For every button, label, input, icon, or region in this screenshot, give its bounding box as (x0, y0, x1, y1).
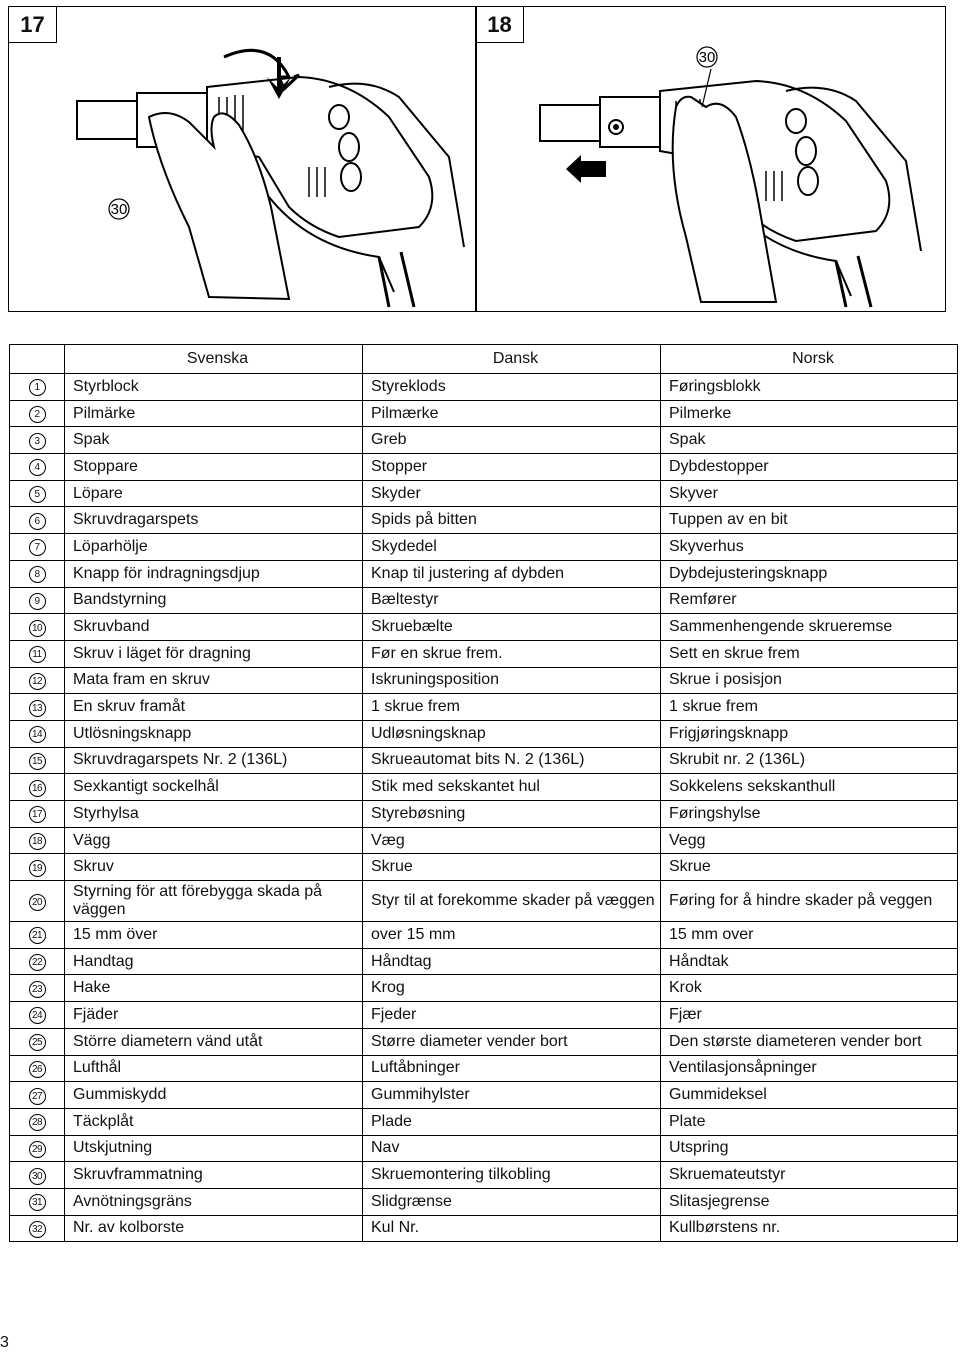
table-row (10, 1188, 958, 1215)
header-norsk: Norsk (661, 345, 958, 374)
item-number (10, 881, 65, 922)
table-row (10, 1082, 958, 1109)
cell-sv: Styrning för att förebygga skada på väggen (65, 881, 363, 922)
cell-sv: Utlösningsknapp (65, 720, 363, 747)
cell-no: Spak (661, 427, 958, 454)
item-number (10, 480, 65, 507)
item-number (10, 948, 65, 975)
cell-no: 1 skrue frem (661, 694, 958, 721)
circled-number: 19 (29, 860, 46, 877)
cell-sv: Skruv (65, 854, 363, 881)
item-number (10, 827, 65, 854)
table-row (10, 480, 958, 507)
cell-da: Større diameter vender bort (363, 1028, 661, 1055)
cell-sv: Avnötningsgräns (65, 1188, 363, 1215)
cell-da: Skruebælte (363, 614, 661, 641)
cell-sv: Skruv i läget för dragning (65, 640, 363, 667)
cell-da: Skruemontering tilkobling (363, 1162, 661, 1189)
cell-no: Remfører (661, 587, 958, 614)
cell-sv: Nr. av kolborste (65, 1215, 363, 1242)
circled-number: 22 (29, 954, 46, 971)
cell-da: Udløsningsknap (363, 720, 661, 747)
item-number (10, 1002, 65, 1029)
table-row (10, 801, 958, 828)
cell-da: Pilmærke (363, 400, 661, 427)
cell-da: over 15 mm (363, 922, 661, 949)
cell-sv: Knapp för indragningsdjup (65, 560, 363, 587)
cell-sv: Större diametern vänd utåt (65, 1028, 363, 1055)
circled-number: 17 (29, 806, 46, 823)
table-row (10, 454, 958, 481)
item-number (10, 1082, 65, 1109)
circled-number: 15 (29, 753, 46, 770)
cell-da: Gummihylster (363, 1082, 661, 1109)
circled-number: 21 (29, 927, 46, 944)
cell-da: Slidgrænse (363, 1188, 661, 1215)
table-row (10, 1215, 958, 1242)
cell-no: Fjær (661, 1002, 958, 1029)
cell-sv: Styrhylsa (65, 801, 363, 828)
figure-number: 18 (476, 7, 524, 43)
cell-no: Vegg (661, 827, 958, 854)
cell-no: Sammenhengende skrueremse (661, 614, 958, 641)
circled-number: 16 (29, 780, 46, 797)
item-number (10, 1162, 65, 1189)
header-blank (10, 345, 65, 374)
callout-30: 30 (698, 49, 716, 66)
item-number (10, 1028, 65, 1055)
cell-da: Nav (363, 1135, 661, 1162)
circled-number: 30 (29, 1168, 46, 1185)
table-row (10, 694, 958, 721)
item-number (10, 454, 65, 481)
cell-no: Skrubit nr. 2 (136L) (661, 747, 958, 774)
cell-sv: En skruv framåt (65, 694, 363, 721)
cell-sv: Lufthål (65, 1055, 363, 1082)
circled-number: 27 (29, 1088, 46, 1105)
table-row (10, 1055, 958, 1082)
cell-sv: Löparhölje (65, 534, 363, 561)
cell-no: Skyver (661, 480, 958, 507)
cell-no: Føring for å hindre skader på veggen (661, 881, 958, 922)
cell-sv: Mata fram en skruv (65, 667, 363, 694)
circled-number: 25 (29, 1034, 46, 1051)
table-row (10, 922, 958, 949)
cell-sv: Pilmärke (65, 400, 363, 427)
cell-sv: Skruvdragarspets (65, 507, 363, 534)
cell-no: Den største diameteren vender bort (661, 1028, 958, 1055)
cell-sv: Sexkantigt sockelhål (65, 774, 363, 801)
item-number (10, 1055, 65, 1082)
circled-number: 12 (29, 673, 46, 690)
cell-no: Føringsblokk (661, 374, 958, 401)
table-row (10, 975, 958, 1002)
circled-number: 20 (29, 894, 46, 911)
cell-sv: Handtag (65, 948, 363, 975)
circled-number: 26 (29, 1061, 46, 1078)
table-row (10, 747, 958, 774)
cell-no: Skruemateutstyr (661, 1162, 958, 1189)
cell-sv: 15 mm över (65, 922, 363, 949)
cell-da: Stik med sekskantet hul (363, 774, 661, 801)
cell-sv: Skruvdragarspets Nr. 2 (136L) (65, 747, 363, 774)
cell-da: 1 skrue frem (363, 694, 661, 721)
page-number: 3 (0, 1334, 9, 1351)
parts-table-body (10, 374, 958, 1242)
item-number (10, 560, 65, 587)
cell-no: Kullbørstens nr. (661, 1215, 958, 1242)
item-number (10, 694, 65, 721)
cell-no: Sett en skrue frem (661, 640, 958, 667)
table-row (10, 560, 958, 587)
table-row (10, 1162, 958, 1189)
cell-no: Krok (661, 975, 958, 1002)
table-header-row (10, 345, 958, 374)
table-row (10, 374, 958, 401)
item-number (10, 1135, 65, 1162)
table-row (10, 400, 958, 427)
item-number (10, 507, 65, 534)
figure-number: 17 (9, 7, 57, 43)
item-number (10, 922, 65, 949)
item-number (10, 801, 65, 828)
item-number (10, 720, 65, 747)
item-number (10, 1108, 65, 1135)
cell-da: Plade (363, 1108, 661, 1135)
cell-no: Håndtak (661, 948, 958, 975)
cell-no: Frigjøringsknapp (661, 720, 958, 747)
circled-number: 29 (29, 1141, 46, 1158)
cell-no: Ventilasjonsåpninger (661, 1055, 958, 1082)
table-row (10, 587, 958, 614)
cell-no: Skrue i posisjon (661, 667, 958, 694)
cell-no: Skrue (661, 854, 958, 881)
table-row (10, 427, 958, 454)
table-row (10, 827, 958, 854)
cell-no: Slitasjegrense (661, 1188, 958, 1215)
cell-da: Håndtag (363, 948, 661, 975)
cell-sv: Stoppare (65, 454, 363, 481)
cell-no: Sokkelens sekskanthull (661, 774, 958, 801)
circled-number: 6 (29, 513, 46, 530)
cell-sv: Spak (65, 427, 363, 454)
cell-sv: Bandstyrning (65, 587, 363, 614)
circled-number: 23 (29, 981, 46, 998)
cell-no: Dybdejusteringsknapp (661, 560, 958, 587)
item-number (10, 1215, 65, 1242)
circled-number: 28 (29, 1114, 46, 1131)
cell-da: Fjeder (363, 1002, 661, 1029)
circled-number: 31 (29, 1194, 46, 1211)
screwdriver-illustration (476, 7, 947, 313)
table-row (10, 774, 958, 801)
item-number (10, 400, 65, 427)
table-row (10, 534, 958, 561)
cell-no: Dybdestopper (661, 454, 958, 481)
item-number (10, 667, 65, 694)
header-dansk: Dansk (363, 345, 661, 374)
cell-da: Skrue (363, 854, 661, 881)
circled-number: 9 (29, 593, 46, 610)
cell-da: Kul Nr. (363, 1215, 661, 1242)
cell-da: Styreklods (363, 374, 661, 401)
circled-number: 10 (29, 620, 46, 637)
cell-no: 15 mm over (661, 922, 958, 949)
cell-sv: Vägg (65, 827, 363, 854)
cell-sv: Hake (65, 975, 363, 1002)
cell-da: Greb (363, 427, 661, 454)
cell-sv: Styrblock (65, 374, 363, 401)
circled-number: 24 (29, 1007, 46, 1024)
figure-18 (475, 6, 946, 312)
circled-number: 32 (29, 1221, 46, 1238)
circled-number: 11 (29, 646, 46, 663)
table-row (10, 640, 958, 667)
circled-number: 8 (29, 566, 46, 583)
table-row (10, 614, 958, 641)
cell-da: Skydedel (363, 534, 661, 561)
cell-da: Skyder (363, 480, 661, 507)
circled-number: 7 (29, 539, 46, 556)
item-number (10, 534, 65, 561)
item-number (10, 640, 65, 667)
cell-da: Knap til justering af dybden (363, 560, 661, 587)
item-number (10, 747, 65, 774)
cell-da: Væg (363, 827, 661, 854)
cell-sv: Skruvband (65, 614, 363, 641)
circled-number: 18 (29, 833, 46, 850)
circled-number: 3 (29, 433, 46, 450)
cell-da: Stopper (363, 454, 661, 481)
item-number (10, 614, 65, 641)
circled-number: 5 (29, 486, 46, 503)
callout-30: 30 (110, 201, 128, 218)
circled-number: 13 (29, 700, 46, 717)
table-row (10, 854, 958, 881)
table-row (10, 1028, 958, 1055)
cell-sv: Utskjutning (65, 1135, 363, 1162)
table-row (10, 1108, 958, 1135)
cell-no: Tuppen av en bit (661, 507, 958, 534)
cell-sv: Fjäder (65, 1002, 363, 1029)
item-number (10, 774, 65, 801)
cell-da: Iskruningsposition (363, 667, 661, 694)
circled-number: 2 (29, 406, 46, 423)
table-row (10, 507, 958, 534)
cell-da: Krog (363, 975, 661, 1002)
cell-no: Plate (661, 1108, 958, 1135)
cell-no: Føringshylse (661, 801, 958, 828)
item-number (10, 975, 65, 1002)
parts-table (9, 344, 958, 1242)
table-row (10, 1002, 958, 1029)
table-row (10, 881, 958, 922)
circled-number: 4 (29, 459, 46, 476)
item-number (10, 427, 65, 454)
circled-number: 1 (29, 379, 46, 396)
circled-number: 14 (29, 726, 46, 743)
cell-da: Luftåbninger (363, 1055, 661, 1082)
table-row (10, 948, 958, 975)
cell-sv: Skruvframmatning (65, 1162, 363, 1189)
cell-no: Pilmerke (661, 400, 958, 427)
table-row (10, 667, 958, 694)
item-number (10, 587, 65, 614)
header-svenska: Svenska (65, 345, 363, 374)
cell-da: Før en skrue frem. (363, 640, 661, 667)
cell-da: Styrebøsning (363, 801, 661, 828)
cell-no: Skyverhus (661, 534, 958, 561)
screwdriver-illustration (9, 7, 478, 313)
item-number (10, 374, 65, 401)
cell-sv: Gummiskydd (65, 1082, 363, 1109)
item-number (10, 1188, 65, 1215)
table-row (10, 1135, 958, 1162)
item-number (10, 854, 65, 881)
cell-da: Spids på bitten (363, 507, 661, 534)
cell-da: Styr til at forekomme skader på væggen (363, 881, 661, 922)
cell-no: Utspring (661, 1135, 958, 1162)
table-row (10, 720, 958, 747)
cell-sv: Täckplåt (65, 1108, 363, 1135)
cell-da: Bæltestyr (363, 587, 661, 614)
cell-sv: Löpare (65, 480, 363, 507)
cell-da: Skrueautomat bits N. 2 (136L) (363, 747, 661, 774)
cell-no: Gummideksel (661, 1082, 958, 1109)
figure-17 (8, 6, 477, 312)
